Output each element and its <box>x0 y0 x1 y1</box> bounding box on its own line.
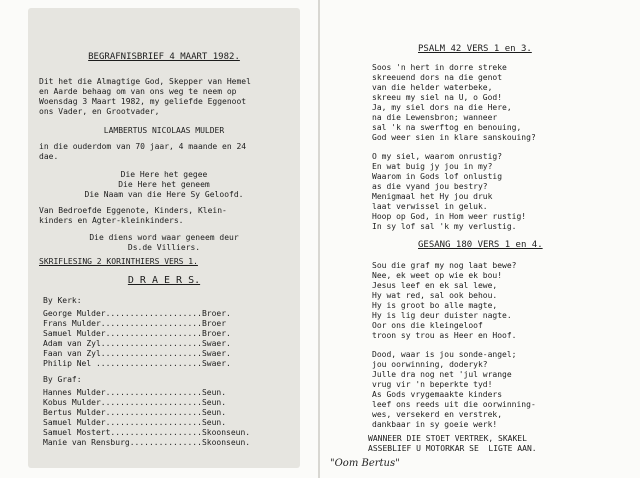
intro-line: en Aarde behaag om van ons weg te neem op <box>39 87 237 96</box>
age-line: in die ouderdom van 70 jaar, 4 maande en 24 <box>39 142 247 151</box>
verse-line: leef ons reeds uit die oorwinning- <box>372 400 536 409</box>
verse-line: Oor ons die kleingeloof <box>372 321 483 330</box>
verse-line: sal 'k na swerftog en benouing, <box>372 123 522 132</box>
list-item: Hannes Mulder....................Seun. <box>43 388 227 397</box>
intro-line: Woensdag 3 Maart 1982, my geliefde Eggenoot <box>39 97 247 106</box>
verse-line: troon sy trou as Heer en Hoof. <box>372 331 517 340</box>
by-church-label: By Kerk: <box>43 296 82 305</box>
list-item: Bertus Mulder....................Seun. <box>43 408 227 417</box>
verse-line: Soos 'n hert in dorre streke <box>372 63 507 72</box>
page-fold <box>318 0 320 478</box>
verse-line: Waarom in Gods lof onlustig <box>372 172 503 181</box>
age-line: dae. <box>39 152 59 161</box>
verse-line: Hy wat red, sal ook behou. <box>372 291 498 300</box>
verse-line: dankbaar in sy goeie werk! <box>372 420 498 429</box>
verse-line: O my siel, waarom onrustig? <box>372 152 503 161</box>
funeral-notice-title: BEGRAFNISBRIEF 4 MAART 1982. <box>88 52 240 62</box>
verse-line: van die helder waterbeke, <box>372 83 493 92</box>
verse-line: En wat buig jy jou in my? <box>372 162 493 171</box>
scripture-line: Die Naam van die Here Sy Geloofd. <box>84 190 244 199</box>
verse-line: laat verwissel in geluk. <box>372 202 488 211</box>
intro-line: ons Vader, en Grootvader, <box>39 107 160 116</box>
family-line: Van Bedroefde Eggenote, Kinders, Klein- <box>39 206 227 215</box>
handwritten-note: "Oom Bertus" <box>330 458 400 469</box>
verse-line: God weer sien in klare sanskouing? <box>372 133 536 142</box>
list-item: George Mulder....................Broer. <box>43 309 231 318</box>
verse-line: Hy is lig deur duister nagte. <box>372 311 512 320</box>
list-item: Samuel Mostert...................Skoonseun. <box>43 428 251 437</box>
verse-line: Dood, waar is jou sonde-angel; <box>372 350 517 359</box>
verse-line: skreeu my siel na U, o God! <box>372 93 503 102</box>
list-item: Samuel Mulder....................Broer. <box>43 329 231 338</box>
intro-line: Dit het die Almagtige God, Skepper van Hemel <box>39 77 251 86</box>
verse-line: Sou die graf my nog laat bewe? <box>372 261 517 270</box>
service-line: Ds.de Villiers. <box>127 243 201 252</box>
service-line: Die diens word waar geneem deur <box>89 233 239 242</box>
procession-notice: WANNEER DIE STOET VERTREK, SKAKEL <box>368 434 527 443</box>
verse-line: In sy lof sal 'k my verlustig. <box>372 222 517 231</box>
scripture-line: Die Here het gegee <box>120 170 208 179</box>
psalm-title: PSALM 42 VERS 1 en 3. <box>418 44 532 54</box>
scripture-line: Die Here het geneem <box>118 180 210 189</box>
verse-line: Ja, my siel dors na die Here, <box>372 103 512 112</box>
verse-line: Hoop op God, in Hom weer rustig! <box>372 212 527 221</box>
verse-line: jou oorwinning, doderyk? <box>372 360 488 369</box>
verse-line: skreeuend dors na die genot <box>372 73 503 82</box>
scripture-reading: SKRIFLESING 2 KORINTHIERS VERS 1. <box>39 257 198 266</box>
verse-line: vrug vir 'n beperkte tyd! <box>372 380 493 389</box>
list-item: Adam van Zyl.....................Swaer. <box>43 339 231 348</box>
bearers-title: D R A E R S. <box>127 275 201 286</box>
verse-line: na die Lewensbron; wanneer <box>372 113 498 122</box>
hymn-title: GESANG 180 VERS 1 en 4. <box>418 240 543 250</box>
list-item: Kobus Mulder.....................Seun. <box>43 398 227 407</box>
verse-line: as die vyand jou bestry? <box>372 182 488 191</box>
verse-line: As Gods vrygemaakte kinders <box>372 390 503 399</box>
list-item: Frans Mulder.....................Broer <box>43 319 227 328</box>
deceased-name: LAMBERTUS NICOLAAS MULDER <box>103 126 225 135</box>
list-item: Manie van Rensburg...............Skoonseun. <box>43 438 251 447</box>
by-grave-label: By Graf: <box>43 375 82 384</box>
list-item: Faan van Zyl.....................Swaer. <box>43 349 231 358</box>
procession-notice: ASSEBLIEF U MOTORKAR SE LIGTE AAN. <box>368 444 537 453</box>
verse-line: wes, versekerd en verstrek, <box>372 410 503 419</box>
verse-line: Hy is groot bo alle magte, <box>372 301 498 310</box>
list-item: Philip Nel ......................Swaer. <box>43 359 231 368</box>
verse-line: Julle dra nog net 'jul wrange <box>372 370 512 379</box>
verse-line: Jesus leef en ek sal lewe, <box>372 281 498 290</box>
family-line: kinders en Agter-kleinkinders. <box>39 216 184 225</box>
list-item: Samuel Mulder....................Seun. <box>43 418 227 427</box>
verse-line: Nee, ek weet op wie ek bou! <box>372 271 503 280</box>
verse-line: Menigmaal het Hy jou druk <box>372 192 493 201</box>
